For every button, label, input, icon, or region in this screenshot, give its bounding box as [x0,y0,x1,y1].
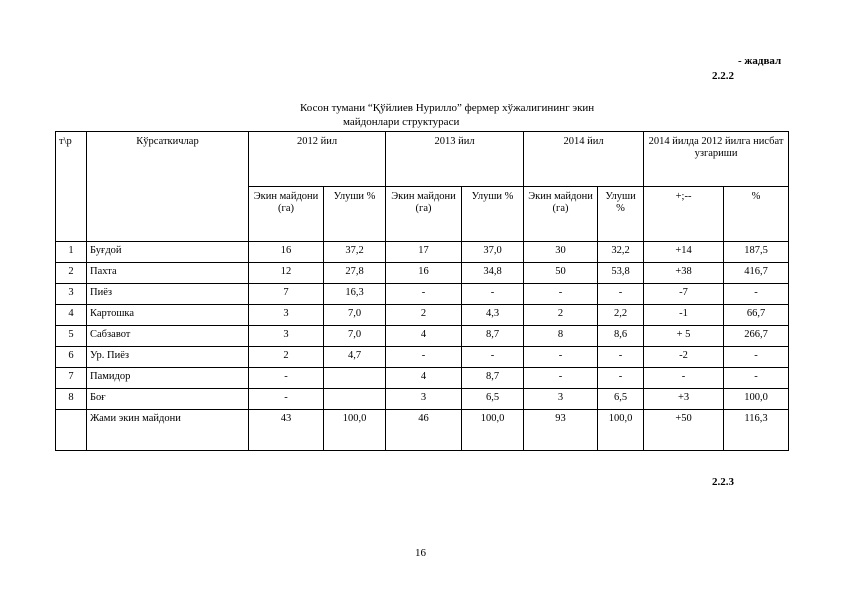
header-share-2012: Улуши % [324,187,386,242]
table-cell: 6,5 [598,389,644,410]
next-table-number: 2.2.3 [712,476,734,488]
row-crop-name: Памидор [87,368,249,389]
row-number: 1 [56,242,87,263]
table-number: 2.2.2 [712,70,734,82]
table-cell: 12 [249,263,324,284]
table-cell: 3 [249,305,324,326]
table-cell: 8 [524,326,598,347]
table-cell: 37,0 [462,242,524,263]
table-row [56,326,789,347]
table-cell: 6,5 [462,389,524,410]
header-share-2013: Улуши % [462,187,524,242]
table-cell: - [598,347,644,368]
table-cell: 37,2 [324,242,386,263]
table-cell: 16 [386,263,462,284]
table-row [56,368,789,389]
row-number: 4 [56,305,87,326]
table-cell: - [249,389,324,410]
table-cell: 8,6 [598,326,644,347]
page-number: 16 [415,547,426,559]
table-row [56,284,789,305]
table-cell: -2 [644,347,724,368]
table-row [56,305,789,326]
table-cell: +14 [644,242,724,263]
table-row [56,242,789,263]
row-number: 6 [56,347,87,368]
table-cell: 17 [386,242,462,263]
table-cell: +3 [644,389,724,410]
table-cell: 2,2 [598,305,644,326]
table-row [56,389,789,410]
table-cell: - [249,368,324,389]
total-cell: 100,0 [324,410,386,451]
row-number: 2 [56,263,87,284]
table-title-line-2: майдонлари структураси [343,116,460,128]
total-number [56,410,87,451]
row-crop-name: Сабзавот [87,326,249,347]
table-cell: 4,7 [324,347,386,368]
header-area-2012: Экин майдони (га) [249,187,324,242]
header-area-2013: Экин майдони (га) [386,187,462,242]
row-crop-name: Картошка [87,305,249,326]
table-cell: 16 [249,242,324,263]
header-2013: 2013 йил [386,132,524,187]
total-cell: 43 [249,410,324,451]
row-number: 8 [56,389,87,410]
table-label: - жадвал [738,55,782,67]
table-cell: 66,7 [724,305,789,326]
table-cell: 2 [524,305,598,326]
header-row-1 [56,132,789,187]
table-cell: 100,0 [724,389,789,410]
table-cell: -1 [644,305,724,326]
table-row [56,263,789,284]
table-cell: 50 [524,263,598,284]
table-cell: - [724,347,789,368]
table-cell: 4,3 [462,305,524,326]
table-cell: - [644,368,724,389]
table-cell [324,389,386,410]
table-cell: + 5 [644,326,724,347]
header-percent: % [724,187,789,242]
table-cell: - [724,284,789,305]
table-cell: -7 [644,284,724,305]
table-cell: - [598,368,644,389]
table-cell: 3 [386,389,462,410]
table-cell: 4 [386,326,462,347]
header-indicators: Кўрсаткичлар [87,132,249,242]
table-cell [324,368,386,389]
total-label: Жами экин майдони [87,410,249,451]
table-cell: - [386,284,462,305]
row-crop-name: Ур. Пиёз [87,347,249,368]
table-cell: 8,7 [462,326,524,347]
header-plus-minus: +;-- [644,187,724,242]
table-row [56,347,789,368]
total-cell: 100,0 [462,410,524,451]
row-number: 7 [56,368,87,389]
header-area-2014: Экин майдони (га) [524,187,598,242]
table-cell: 3 [524,389,598,410]
table-cell: - [462,347,524,368]
crop-structure-table [55,131,789,451]
table-cell: 2 [386,305,462,326]
row-number: 5 [56,326,87,347]
table-cell: - [724,368,789,389]
table-cell: 266,7 [724,326,789,347]
table-title-line-1: Косон тумани “Қўйлиев Нурилло” фермер хўжалигининг экин [300,102,595,114]
header-2014: 2014 йил [524,132,644,187]
table-cell: - [386,347,462,368]
total-cell: +50 [644,410,724,451]
table-cell: - [524,347,598,368]
row-crop-name: Боғ [87,389,249,410]
header-share-2014: Улуши % [598,187,644,242]
total-cell: 46 [386,410,462,451]
total-cell: 100,0 [598,410,644,451]
table-cell: 30 [524,242,598,263]
total-row [56,410,789,451]
table-cell: 7,0 [324,305,386,326]
table-cell: 187,5 [724,242,789,263]
row-number: 3 [56,284,87,305]
header-change: 2014 йилда 2012 йилга нисбат узгариши [644,132,789,187]
row-crop-name: Буғдой [87,242,249,263]
table-cell: - [462,284,524,305]
row-crop-name: Пахта [87,263,249,284]
total-cell: 93 [524,410,598,451]
table-cell: 53,8 [598,263,644,284]
table-cell: - [524,284,598,305]
table-cell: 32,2 [598,242,644,263]
row-crop-name: Пиёз [87,284,249,305]
table-cell: 3 [249,326,324,347]
table-cell: +38 [644,263,724,284]
table-cell: 2 [249,347,324,368]
table-cell: 27,8 [324,263,386,284]
table-cell: - [598,284,644,305]
table-cell: 4 [386,368,462,389]
table-cell: 416,7 [724,263,789,284]
table-cell: 7 [249,284,324,305]
table-cell: 8,7 [462,368,524,389]
table-cell: - [524,368,598,389]
table-cell: 7,0 [324,326,386,347]
header-2012: 2012 йил [249,132,386,187]
table-cell: 16,3 [324,284,386,305]
total-cell: 116,3 [724,410,789,451]
table-cell: 34,8 [462,263,524,284]
header-number: т\р [56,132,87,242]
